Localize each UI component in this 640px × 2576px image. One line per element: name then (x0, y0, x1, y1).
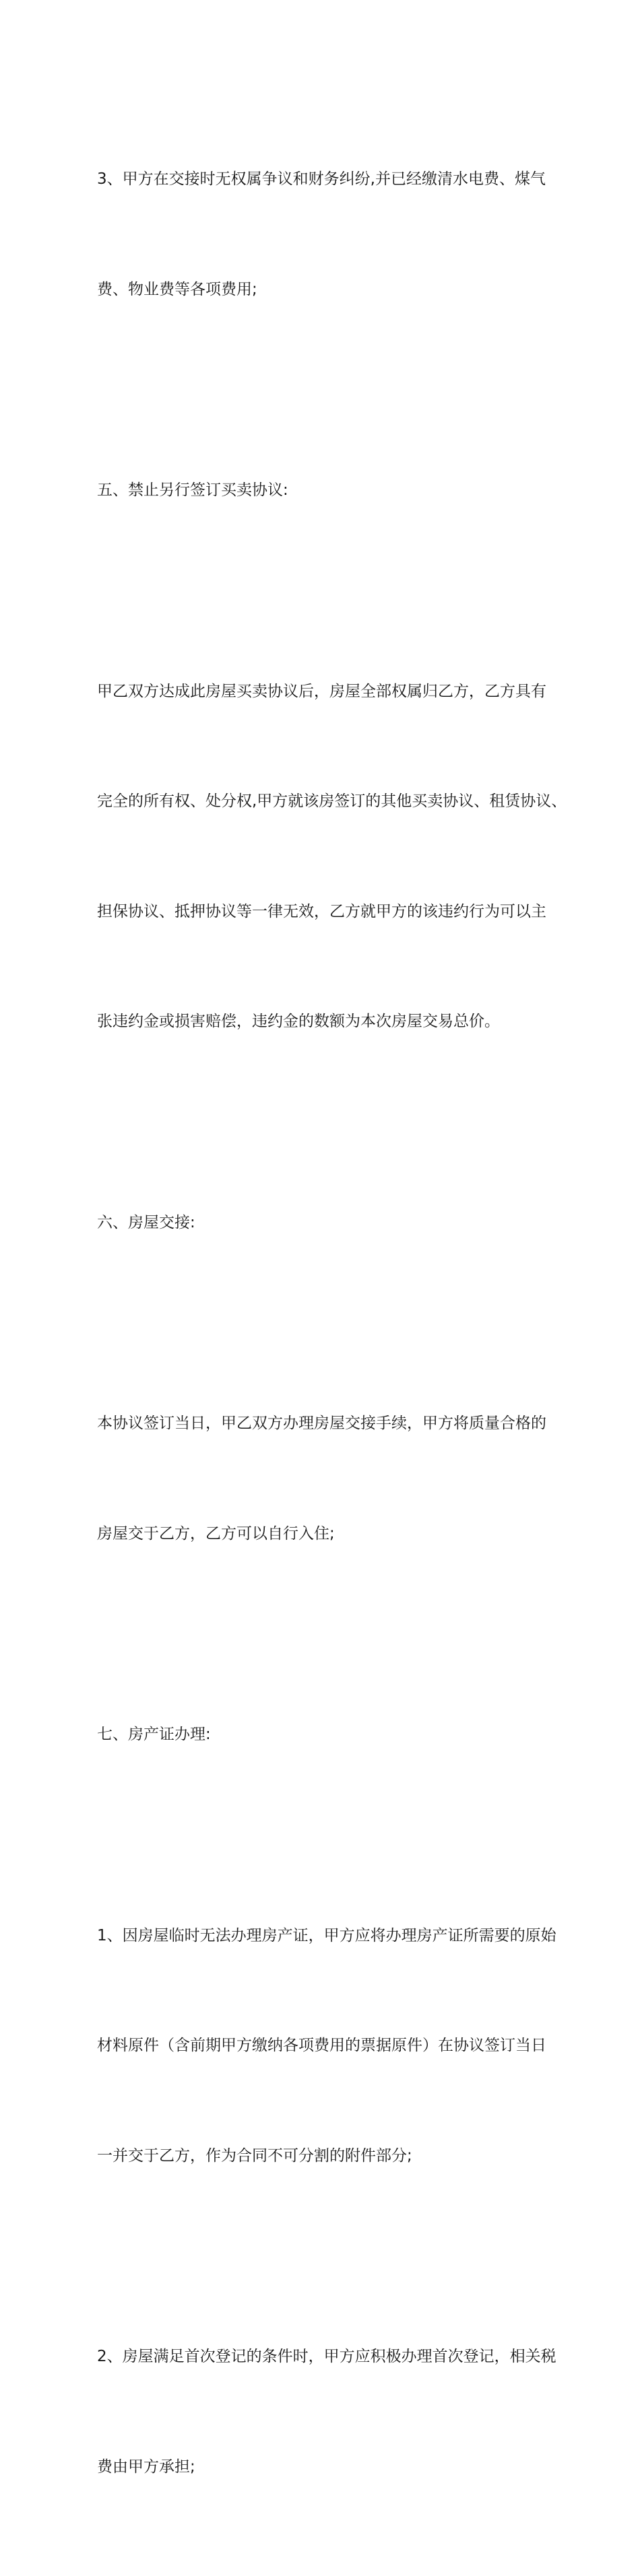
text-line: 1、因房屋临时无法办理房产证，甲方应将办理房产证所需要的原始 (97, 1926, 556, 1944)
section-heading-7 (97, 1643, 555, 1827)
document-body (97, 88, 567, 2576)
text-line: 费、物业费等各项费用; (97, 280, 257, 298)
text-line: 一并交于乙方，作为合同不可分割的附件部分; (97, 2146, 412, 2165)
section-heading-5 (97, 399, 555, 582)
text-line: 3、甲方在交接时无权属争议和财务纠纷,并已经缴清水电费、煤气 (97, 170, 546, 188)
text-line: 本协议签订当日，甲乙双方办理房屋交接手续，甲方将质量合格的 (97, 1415, 546, 1432)
text-line: 张违约金或损害赔偿，违约金的数额为本次房屋交易总价。 (97, 1013, 500, 1030)
text-line: 完全的所有权、处分权,甲方就该房签订的其他买卖协议、租赁协议、 (97, 792, 567, 810)
paragraph-section-6-body (97, 1332, 555, 1625)
paragraph-clause-3 (97, 88, 555, 381)
text-line: 费由甲方承担; (97, 2458, 195, 2476)
heading-text: 五、禁止另行签订买卖协议: (97, 481, 288, 499)
text-line: 房屋交于乙方，乙方可以自行入住; (97, 1524, 335, 1543)
paragraph-section-5-body (97, 600, 567, 1114)
section-heading-6 (97, 1131, 555, 1315)
text-line: 甲乙双方达成此房屋买卖协议后，房屋全部权属归乙方，乙方具有 (97, 682, 546, 700)
text-line: 担保协议、抵押协议等一律无效，乙方就甲方的该违约行为可以主 (97, 902, 546, 920)
text-line: 2、房屋满足首次登记的条件时，甲方应积极办理首次登记，相关税 (97, 2348, 556, 2365)
paragraph-clause-7-1 (97, 1844, 555, 2248)
paragraph-clause-7-2 (97, 2265, 555, 2558)
heading-text: 六、房屋交接: (97, 1213, 195, 1231)
heading-text: 七、房产证办理: (97, 1726, 211, 1743)
text-line: 材料原件（含前期甲方缴纳各项费用的票据原件）在协议签订当日 (97, 2037, 546, 2054)
